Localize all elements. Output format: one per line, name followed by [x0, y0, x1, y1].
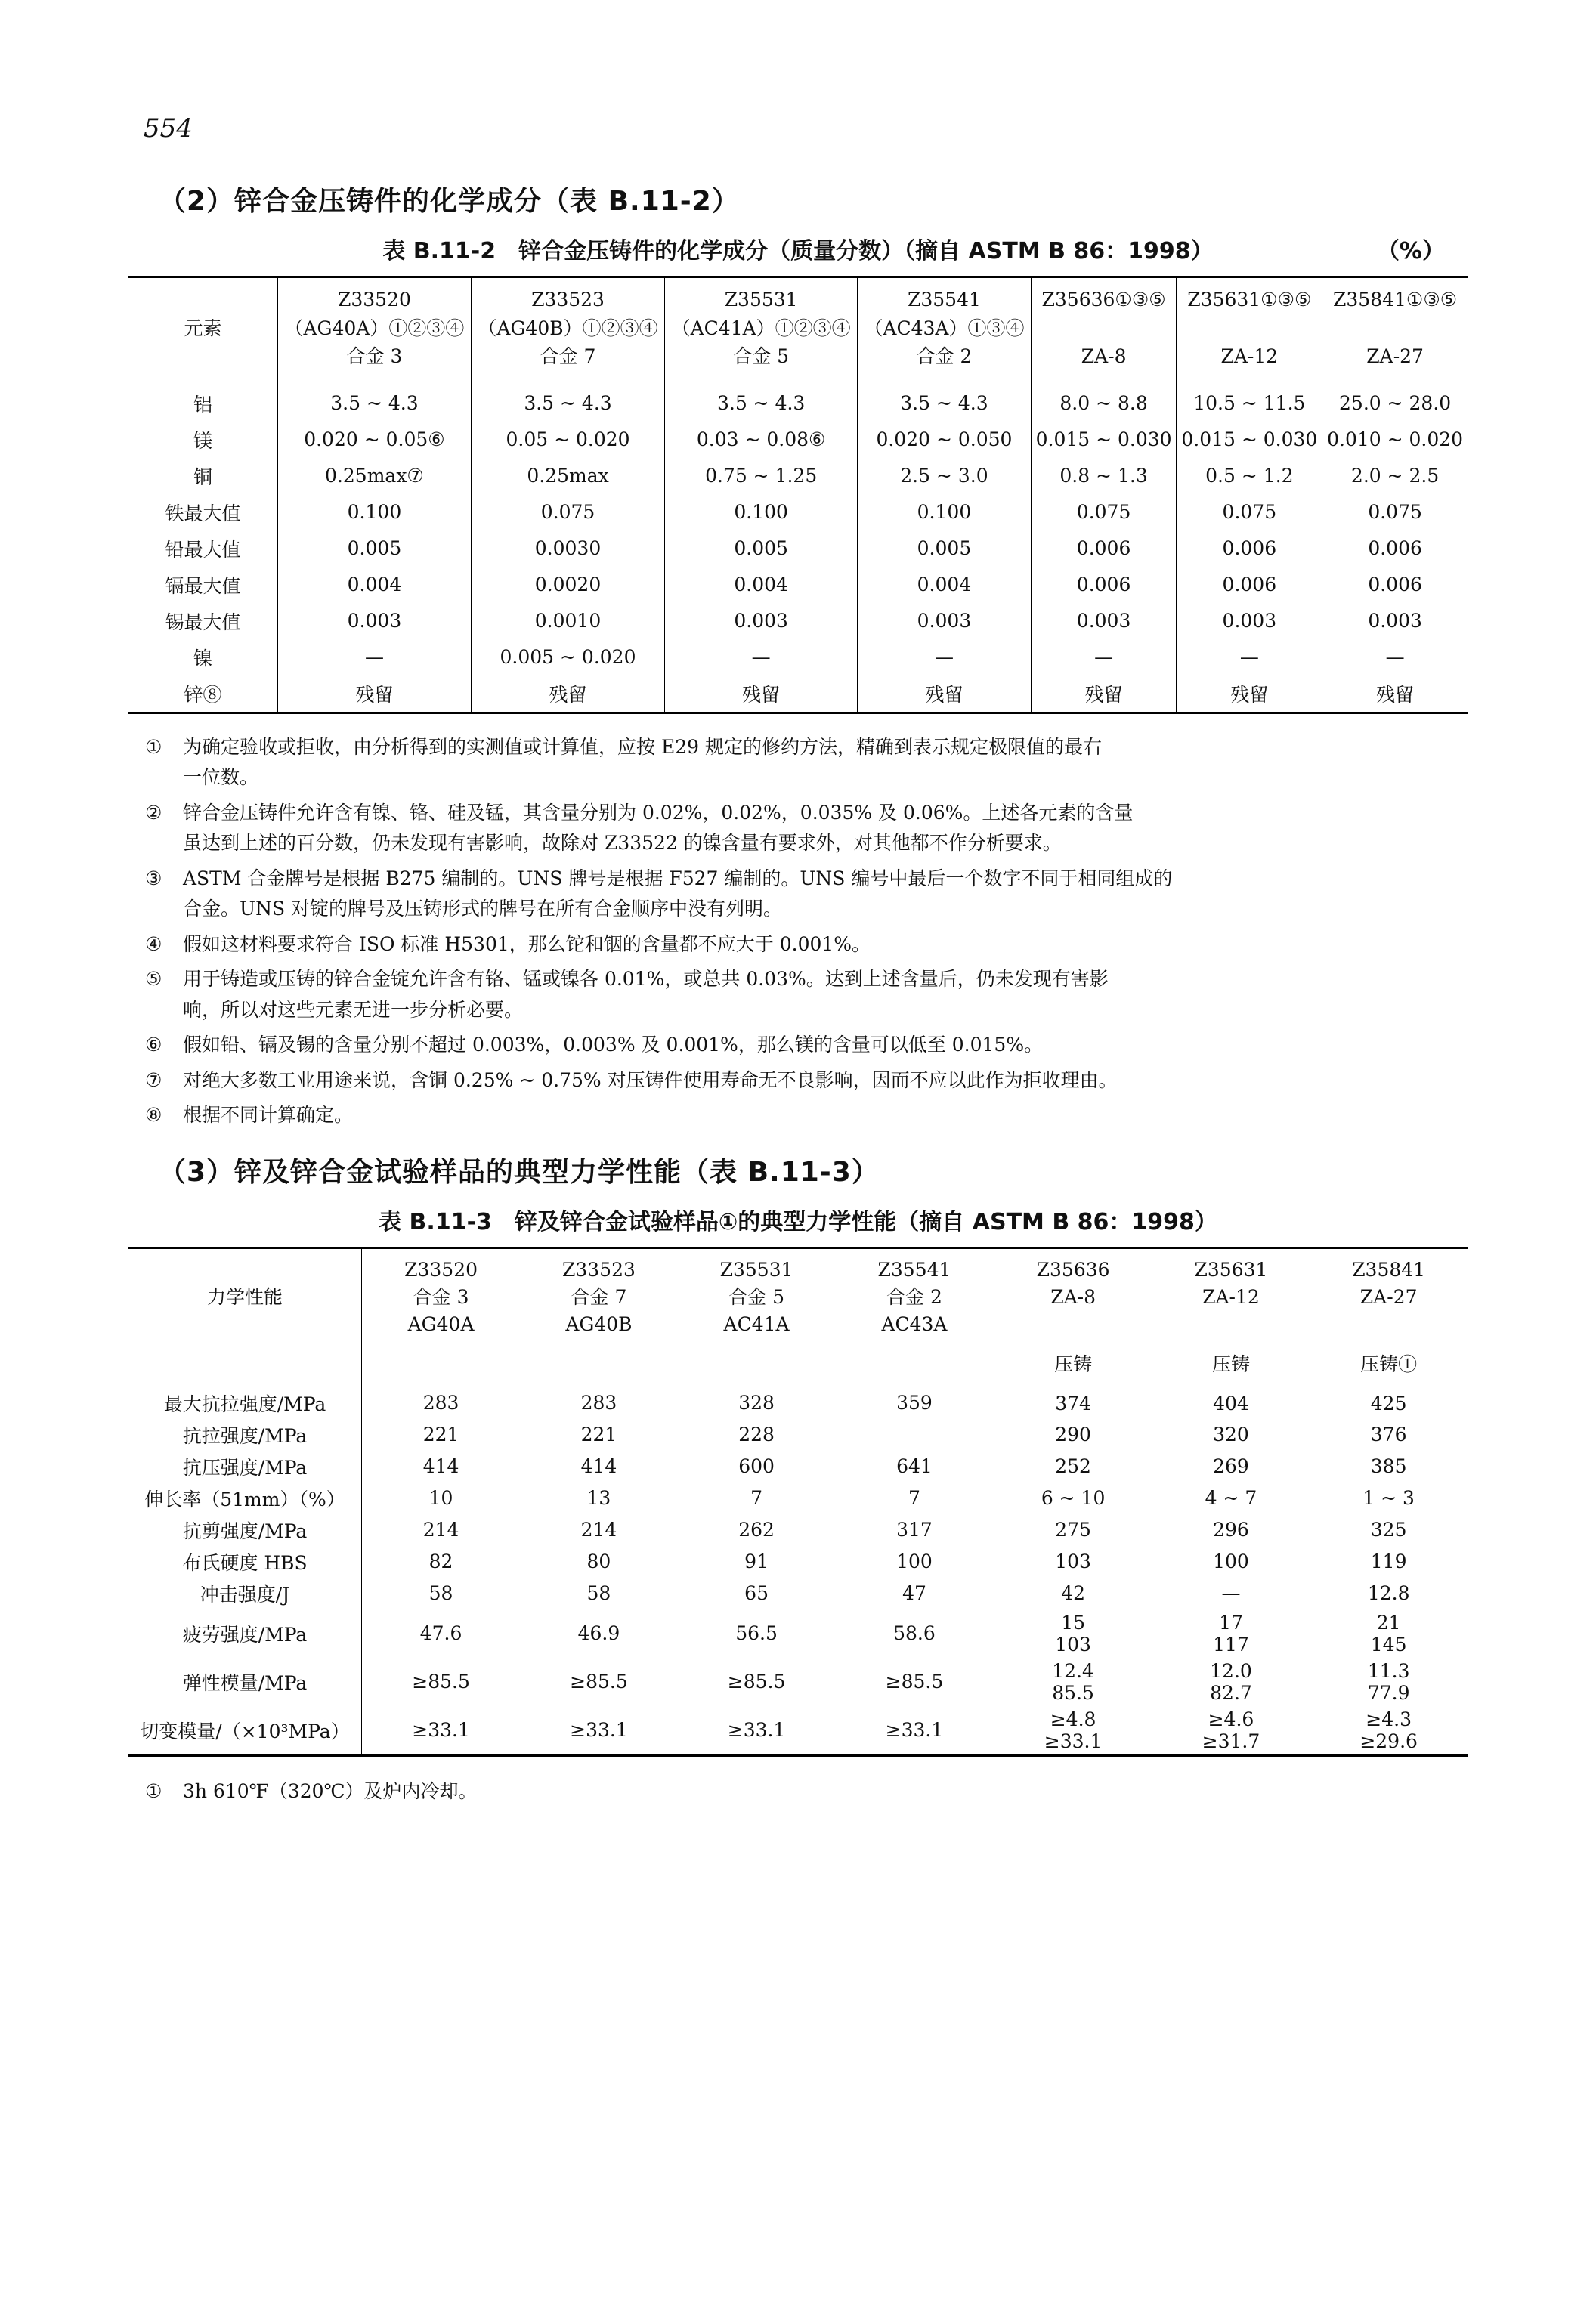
- table-3-cell: ≥85.5: [362, 1658, 521, 1706]
- table-3-cell: [835, 1419, 994, 1451]
- section-3-heading: （3）锌及锌合金试验样品的典型力学性能（表 B.11-3）: [159, 1156, 880, 1188]
- table-2-cell: 0.5 ~ 1.2: [1177, 458, 1322, 494]
- table-2-cell: 0.005: [858, 530, 1032, 567]
- table-2-cell: 0.8 ~ 1.3: [1031, 458, 1177, 494]
- table-3-row-label: 弹性模量/MPa: [182, 1671, 308, 1694]
- table-3-cell: 11.3 77.9: [1367, 1659, 1410, 1704]
- note-item: [128, 864, 1468, 925]
- note-text: 假如这材料要求符合 ISO 标准 H5301，那么铊和铟的含量都不应大于 0.001%。: [183, 932, 871, 955]
- table-row: [128, 1609, 1468, 1658]
- note-marker: ⑥: [145, 1034, 162, 1056]
- table-2-cell: 10.5 ~ 11.5: [1177, 379, 1322, 422]
- table-3-cell: 600: [738, 1455, 775, 1478]
- table-2-cell: 残留: [858, 675, 1032, 713]
- table-3-cell: 283: [362, 1380, 521, 1419]
- table-2-cell: 0.003: [1322, 603, 1468, 639]
- table-3-cell: 376: [1370, 1424, 1407, 1446]
- table-3-cell-empty: [835, 1346, 994, 1380]
- table-2-cell: 0.004: [278, 567, 472, 603]
- table-3-cell: 262: [738, 1519, 775, 1541]
- note-text: 根据不同计算确定。: [183, 1104, 354, 1126]
- table-2-cell: —: [1177, 639, 1322, 675]
- table-2-cell: 0.075: [1177, 494, 1322, 530]
- table-3-cell: 100: [896, 1550, 933, 1573]
- table-3-cell: 359: [896, 1392, 933, 1414]
- table-2-cell: 3.5 ~ 4.3: [278, 379, 472, 422]
- table-row: [128, 603, 1468, 639]
- table-2-cell: 2.0 ~ 2.5: [1322, 458, 1468, 494]
- table-3-cell: 214: [580, 1519, 617, 1541]
- table-3-cell: 119: [1370, 1550, 1407, 1573]
- table-3-body: [128, 1346, 1468, 1756]
- table-3-cell: ≥85.5: [570, 1671, 628, 1693]
- table-2-cell: 0.003: [278, 603, 472, 639]
- table-row: [128, 1419, 1468, 1451]
- section-2-heading: （2）锌合金压铸件的化学成分（表 B.11-2）: [159, 186, 740, 217]
- table-2-cell: 8.0 ~ 8.8: [1031, 379, 1177, 422]
- table-3-cell: 290: [994, 1419, 1152, 1451]
- table-2-cell: —: [278, 639, 472, 675]
- table-3-column-header-5: Z35636 ZA-8: [994, 1247, 1152, 1346]
- table-3-cell: 91: [744, 1550, 769, 1573]
- note-marker: ④: [145, 932, 162, 955]
- note-text: 假如铅、镉及锡的含量分别不超过 0.003%，0.003% 及 0.001%，那么镁的含量可以低至 0.015%。: [183, 1034, 1044, 1056]
- table-2-caption-main: 表 B.11-2 锌合金压铸件的化学成分: [382, 238, 769, 264]
- table-3-cell: 221: [362, 1419, 521, 1451]
- table-3-cell: 65: [744, 1582, 769, 1605]
- table-3-cell: 328: [738, 1392, 775, 1414]
- table-3-row-label: 布氏硬度 HBS: [182, 1551, 308, 1574]
- table-2-cell: 0.100: [278, 494, 472, 530]
- table-3-cell-empty: [362, 1346, 521, 1380]
- table-2-cell: 3.5 ~ 4.3: [665, 379, 858, 422]
- table-3-cell: 58: [362, 1578, 521, 1609]
- table-2-cell: 0.100: [858, 494, 1032, 530]
- table-3-row-label: 抗拉强度/MPa: [182, 1424, 308, 1447]
- table-2-body: [128, 379, 1468, 713]
- table-2-cell: 0.005: [665, 530, 858, 567]
- table-3-cell: 283: [580, 1392, 617, 1414]
- table-2-cell: 0.100: [665, 494, 858, 530]
- table-2-cell: 0.005 ~ 0.020: [471, 639, 664, 675]
- table-2-cell: 0.005: [278, 530, 472, 567]
- table-3-cell: ≥85.5: [885, 1671, 944, 1693]
- table-2-cell: 0.0020: [471, 567, 664, 603]
- table-3-cell: 4 ~ 7: [1205, 1487, 1257, 1510]
- table-3-cast-label: 压铸: [1152, 1346, 1310, 1380]
- table-row: [128, 530, 1468, 567]
- note-item: [128, 1065, 1468, 1096]
- table-row: [128, 494, 1468, 530]
- table-2-cell: 残留: [278, 675, 472, 713]
- table-3-cell: 320: [1213, 1424, 1249, 1446]
- note-marker: ⑦: [145, 1068, 162, 1091]
- table-2-cell: 2.5 ~ 3.0: [858, 458, 1032, 494]
- table-3-column-header-4: Z35541 合金 2 AC43A: [835, 1247, 994, 1346]
- table-2-cell: 0.0010: [471, 603, 664, 639]
- table-3-cell: ≥33.1: [727, 1719, 786, 1742]
- table-3-cell: 46.9: [577, 1622, 620, 1645]
- table-row: [128, 1706, 1468, 1756]
- table-3-cell: 404: [1213, 1392, 1249, 1414]
- table-3-column-header-1: Z33520 合金 3 AG40A: [362, 1247, 521, 1346]
- note-marker: ⑧: [145, 1104, 162, 1126]
- table-2-cell: 0.004: [665, 567, 858, 603]
- table-2-column-header-1: Z33520 （AG40A）①②③④ 合金 3: [278, 277, 472, 379]
- table-3-cell: 82: [362, 1546, 521, 1578]
- table-2-cell: 残留: [665, 675, 858, 713]
- table-row: [128, 639, 1468, 675]
- table-3-cell: 425: [1370, 1392, 1407, 1414]
- table-2-column-header-3: Z35531 （AC41A）①②③④ 合金 5: [665, 277, 858, 379]
- table-3-caption-main: 表 B.11-3 锌及锌合金试验样品①的典型力学性能: [379, 1208, 897, 1235]
- table-2-row-label: 铁最大值: [128, 494, 278, 530]
- table-2-row-label: 镁: [128, 422, 278, 458]
- table-3-row-label: 冲击强度/J: [200, 1583, 290, 1606]
- table-2-cell: 3.5 ~ 4.3: [471, 379, 664, 422]
- table-2-cell: 0.03 ~ 0.08⑥: [665, 422, 858, 458]
- table-2-cell: 0.003: [665, 603, 858, 639]
- table-row: [128, 675, 1468, 713]
- table-2-cell: 0.006: [1177, 530, 1322, 567]
- table-2-cell: 0.0030: [471, 530, 664, 567]
- table-3-column-header-7: Z35841 ZA-27: [1310, 1247, 1468, 1346]
- table-3-cell: 13: [586, 1487, 611, 1510]
- table-3-cell: 275: [994, 1514, 1152, 1546]
- table-2-row-label: 镍: [128, 639, 278, 675]
- table-3-cast-label: 压铸①: [1310, 1346, 1468, 1380]
- table-2-cell: 0.05 ~ 0.020: [471, 422, 664, 458]
- table-3-cell: 12.8: [1367, 1582, 1410, 1605]
- table-3-caption-sub: （摘自 ASTM B 86：1998）: [896, 1208, 1217, 1235]
- table-3-cell: 1 ~ 3: [1362, 1487, 1415, 1510]
- note-item: [128, 964, 1468, 1025]
- table-3-row-label: 疲劳强度/MPa: [182, 1623, 308, 1646]
- note-marker: ⑤: [145, 968, 162, 990]
- table-2-cell: 0.25max⑦: [278, 458, 472, 494]
- table-2-cell: 残留: [1031, 675, 1177, 713]
- table-3-cell: 103: [994, 1546, 1152, 1578]
- table-3-cell: —: [1221, 1582, 1241, 1605]
- table-3-cell: ≥85.5: [727, 1671, 786, 1693]
- table-row: [128, 277, 1468, 379]
- table-2-cell: 0.075: [1031, 494, 1177, 530]
- note-item: [128, 798, 1468, 859]
- table-2-cell: 0.75 ~ 1.25: [665, 458, 858, 494]
- table-2-cell: —: [1031, 639, 1177, 675]
- table-2-column-header-4: Z35541 （AC43A）①③④ 合金 2: [858, 277, 1032, 379]
- table-2-row-label: 镉最大值: [128, 567, 278, 603]
- table-2-cell: 0.006: [1322, 530, 1468, 567]
- table-row: [128, 422, 1468, 458]
- table-2-column-header-7: Z35841①③⑤ ZA-27: [1322, 277, 1468, 379]
- table-3-cell: 7: [750, 1487, 763, 1510]
- table-3-cell: 317: [896, 1519, 933, 1541]
- table-2-cell: 0.006: [1031, 530, 1177, 567]
- table-3-cell: 10: [362, 1482, 521, 1514]
- table-3-cell: 42: [994, 1578, 1152, 1609]
- table-2-cell: 0.003: [1177, 603, 1322, 639]
- note-text: 锌合金压铸件允许含有镍、铬、硅及锰，其含量分别为 0.02%，0.02%，0.035% 及 0.06%。上述各元素的含量 虽达到上述的百分数，仍未发现有害影响，故除对 Z33522 的镍含量有要求外，对其他都不作分析要求。: [183, 801, 1134, 854]
- table-2-column-header-6: Z35631①③⑤ ZA-12: [1177, 277, 1322, 379]
- table-2-cell: 0.075: [471, 494, 664, 530]
- table-3-column-header-6: Z35631 ZA-12: [1152, 1247, 1310, 1346]
- notes-list: [128, 732, 1468, 1131]
- mechanical-properties-table: [128, 1247, 1468, 1757]
- table-2-cell: 0.006: [1031, 567, 1177, 603]
- table-row: [128, 379, 1468, 422]
- table-3-cell-empty: [128, 1346, 362, 1380]
- table-3-cell: 12.0 82.7: [1210, 1659, 1252, 1704]
- footnote-text: 3h 610℉（320℃）及炉内冷却。: [183, 1779, 478, 1802]
- table-row: [128, 1380, 1468, 1419]
- table-2-caption-unit: （%）: [1376, 238, 1445, 264]
- table-3-cell: 385: [1370, 1455, 1407, 1478]
- table-3-cell: 374: [994, 1380, 1152, 1419]
- note-item: [128, 929, 1468, 960]
- table-3-cell: 100: [1213, 1550, 1249, 1573]
- table-3-cell: 58: [586, 1582, 611, 1605]
- table-3-cell: 58.6: [893, 1622, 936, 1645]
- table-3-caption: [128, 1203, 1468, 1236]
- page-number: 554: [144, 113, 193, 144]
- table-3-cell: ≥4.3 ≥29.6: [1359, 1708, 1418, 1752]
- table-row: [128, 1451, 1468, 1482]
- table-2-cell: 0.075: [1322, 494, 1468, 530]
- table-2-cell: 0.015 ~ 0.030: [1177, 422, 1322, 458]
- table-2-cell: 25.0 ~ 28.0: [1322, 379, 1468, 422]
- table-row: [128, 458, 1468, 494]
- table-3-cell: 56.5: [735, 1622, 778, 1645]
- footnote-marker: ①: [145, 1779, 162, 1802]
- table-2-cell: 3.5 ~ 4.3: [858, 379, 1032, 422]
- table-row: [128, 1578, 1468, 1609]
- table-3-cell: 641: [896, 1455, 933, 1478]
- note-text: 对绝大多数工业用途来说，含铜 0.25% ~ 0.75% 对压铸件使用寿命无不良影响，因而不应以此作为拒收理由。: [183, 1068, 1118, 1091]
- table-3-row-label: 最大抗拉强度/MPa: [163, 1393, 326, 1415]
- table-2-cell: 0.015 ~ 0.030: [1031, 422, 1177, 458]
- table-3-cell: 228: [738, 1424, 775, 1446]
- table-2-cell: —: [1322, 639, 1468, 675]
- table-2-caption: [128, 232, 1468, 265]
- table-3-row-label: 切变模量/（×10³MPa）: [140, 1720, 350, 1742]
- table-row: [128, 1247, 1468, 1346]
- table-3-cell: 414: [362, 1451, 521, 1482]
- table-row: [128, 1514, 1468, 1546]
- table-2-caption-sub: （质量分数）（摘自 ASTM B 86：1998）: [768, 238, 1214, 264]
- table-3-cell: 6 ~ 10: [994, 1482, 1152, 1514]
- table-3-cell: 414: [580, 1455, 617, 1478]
- table-row: [128, 1546, 1468, 1578]
- table-3-cell: 17 117: [1213, 1611, 1249, 1656]
- table-2-cell: 0.020 ~ 0.05⑥: [278, 422, 472, 458]
- table-2-row-label: 铜: [128, 458, 278, 494]
- table-2-column-header-5: Z35636①③⑤ ZA-8: [1031, 277, 1177, 379]
- note-marker: ③: [145, 867, 162, 889]
- table-3-cell: 252: [994, 1451, 1152, 1482]
- table-3-cell: ≥33.1: [885, 1719, 944, 1742]
- table-3-column-header-2: Z33523 合金 7 AG40B: [520, 1247, 678, 1346]
- table-3-cell: 15 103: [994, 1609, 1152, 1658]
- table-2-cell: 0.006: [1322, 567, 1468, 603]
- note-text: ASTM 合金牌号是根据 B275 编制的。UNS 牌号是根据 F527 编制的。UNS 编号中最后一个数字不同于相同组成的 合金。UNS 对锭的牌号及压铸形式的牌号在所有合金顺序中没有列明。: [183, 867, 1173, 920]
- table-3-cell: 80: [586, 1550, 611, 1573]
- table-3-column-header-3: Z35531 合金 5 AC41A: [678, 1247, 836, 1346]
- table-2-cell: —: [858, 639, 1032, 675]
- note-text: 用于铸造或压铸的锌合金锭允许含有铬、锰或镍各 0.01%，或总共 0.03%。达到上述含量后，仍未发现有害影 响，所以对这些元素无进一步分析必要。: [183, 968, 1109, 1021]
- table-3-cell: 7: [908, 1487, 920, 1510]
- table-row: [128, 1482, 1468, 1514]
- table-3-cell: ≥33.1: [362, 1706, 521, 1756]
- table-2-row-label: 锌⑧: [128, 675, 278, 713]
- table-3-cell: 47.6: [362, 1609, 521, 1658]
- note-item: [128, 732, 1468, 793]
- note-item: [128, 1100, 1468, 1131]
- table-3-cell-empty: [678, 1346, 836, 1380]
- table-2-row-label: 锡最大值: [128, 603, 278, 639]
- table-2-cell: —: [665, 639, 858, 675]
- note-item: [128, 1030, 1468, 1061]
- table-2-cell: 残留: [1322, 675, 1468, 713]
- table-3-cell: 221: [580, 1424, 617, 1446]
- note-marker: ①: [145, 735, 162, 758]
- table-2-row-header: 元素: [128, 277, 278, 379]
- table-row: [128, 1658, 1468, 1706]
- table-3-cast-label: 压铸: [994, 1346, 1152, 1380]
- note-marker: ②: [145, 801, 162, 824]
- table-2-cell: 0.006: [1177, 567, 1322, 603]
- table-3-row-label: 伸长率（51mm）（%）: [144, 1488, 345, 1510]
- table-3-cell: 21 145: [1370, 1611, 1407, 1656]
- table-3-row-label: 抗压强度/MPa: [182, 1456, 308, 1479]
- table-3-cell: 269: [1213, 1455, 1249, 1478]
- table-3-cell: ≥4.6 ≥31.7: [1202, 1708, 1260, 1752]
- table-2-row-label: 铅最大值: [128, 530, 278, 567]
- table-2-cell: 0.020 ~ 0.050: [858, 422, 1032, 458]
- table-3-row-header: 力学性能: [128, 1247, 362, 1346]
- table-3-cell: 325: [1370, 1519, 1407, 1541]
- table-2-cell: 0.25max: [471, 458, 664, 494]
- chemical-composition-table: [128, 276, 1468, 714]
- table-3-cell: 296: [1213, 1519, 1249, 1541]
- table-3-cell-empty: [520, 1346, 678, 1380]
- table-3-row-label: 抗剪强度/MPa: [182, 1519, 308, 1542]
- table-3-cell: 214: [362, 1514, 521, 1546]
- table-3-cell: 12.4 85.5: [994, 1658, 1152, 1706]
- table-2-cell: 0.003: [1031, 603, 1177, 639]
- table-2-cell: 0.010 ~ 0.020: [1322, 422, 1468, 458]
- table-2-cell: 残留: [471, 675, 664, 713]
- table-2-row-label: 铝: [128, 379, 278, 422]
- table-3-cell: ≥33.1: [570, 1719, 628, 1742]
- table-3-cell: 47: [902, 1582, 926, 1605]
- note-text: 为确定验收或拒收，由分析得到的实测值或计算值，应按 E29 规定的修约方法，精确到表示规定极限值的最右 一位数。: [183, 735, 1102, 788]
- table-row: [128, 1346, 1468, 1380]
- table-3-cell: ≥4.8 ≥33.1: [994, 1706, 1152, 1756]
- table-2-column-header-2: Z33523 （AG40B）①②③④ 合金 7: [471, 277, 664, 379]
- table-row: [128, 567, 1468, 603]
- table-2-cell: 0.004: [858, 567, 1032, 603]
- table-2-cell: 0.003: [858, 603, 1032, 639]
- table-3-footnote: [128, 1776, 1468, 1804]
- table-2-cell: 残留: [1177, 675, 1322, 713]
